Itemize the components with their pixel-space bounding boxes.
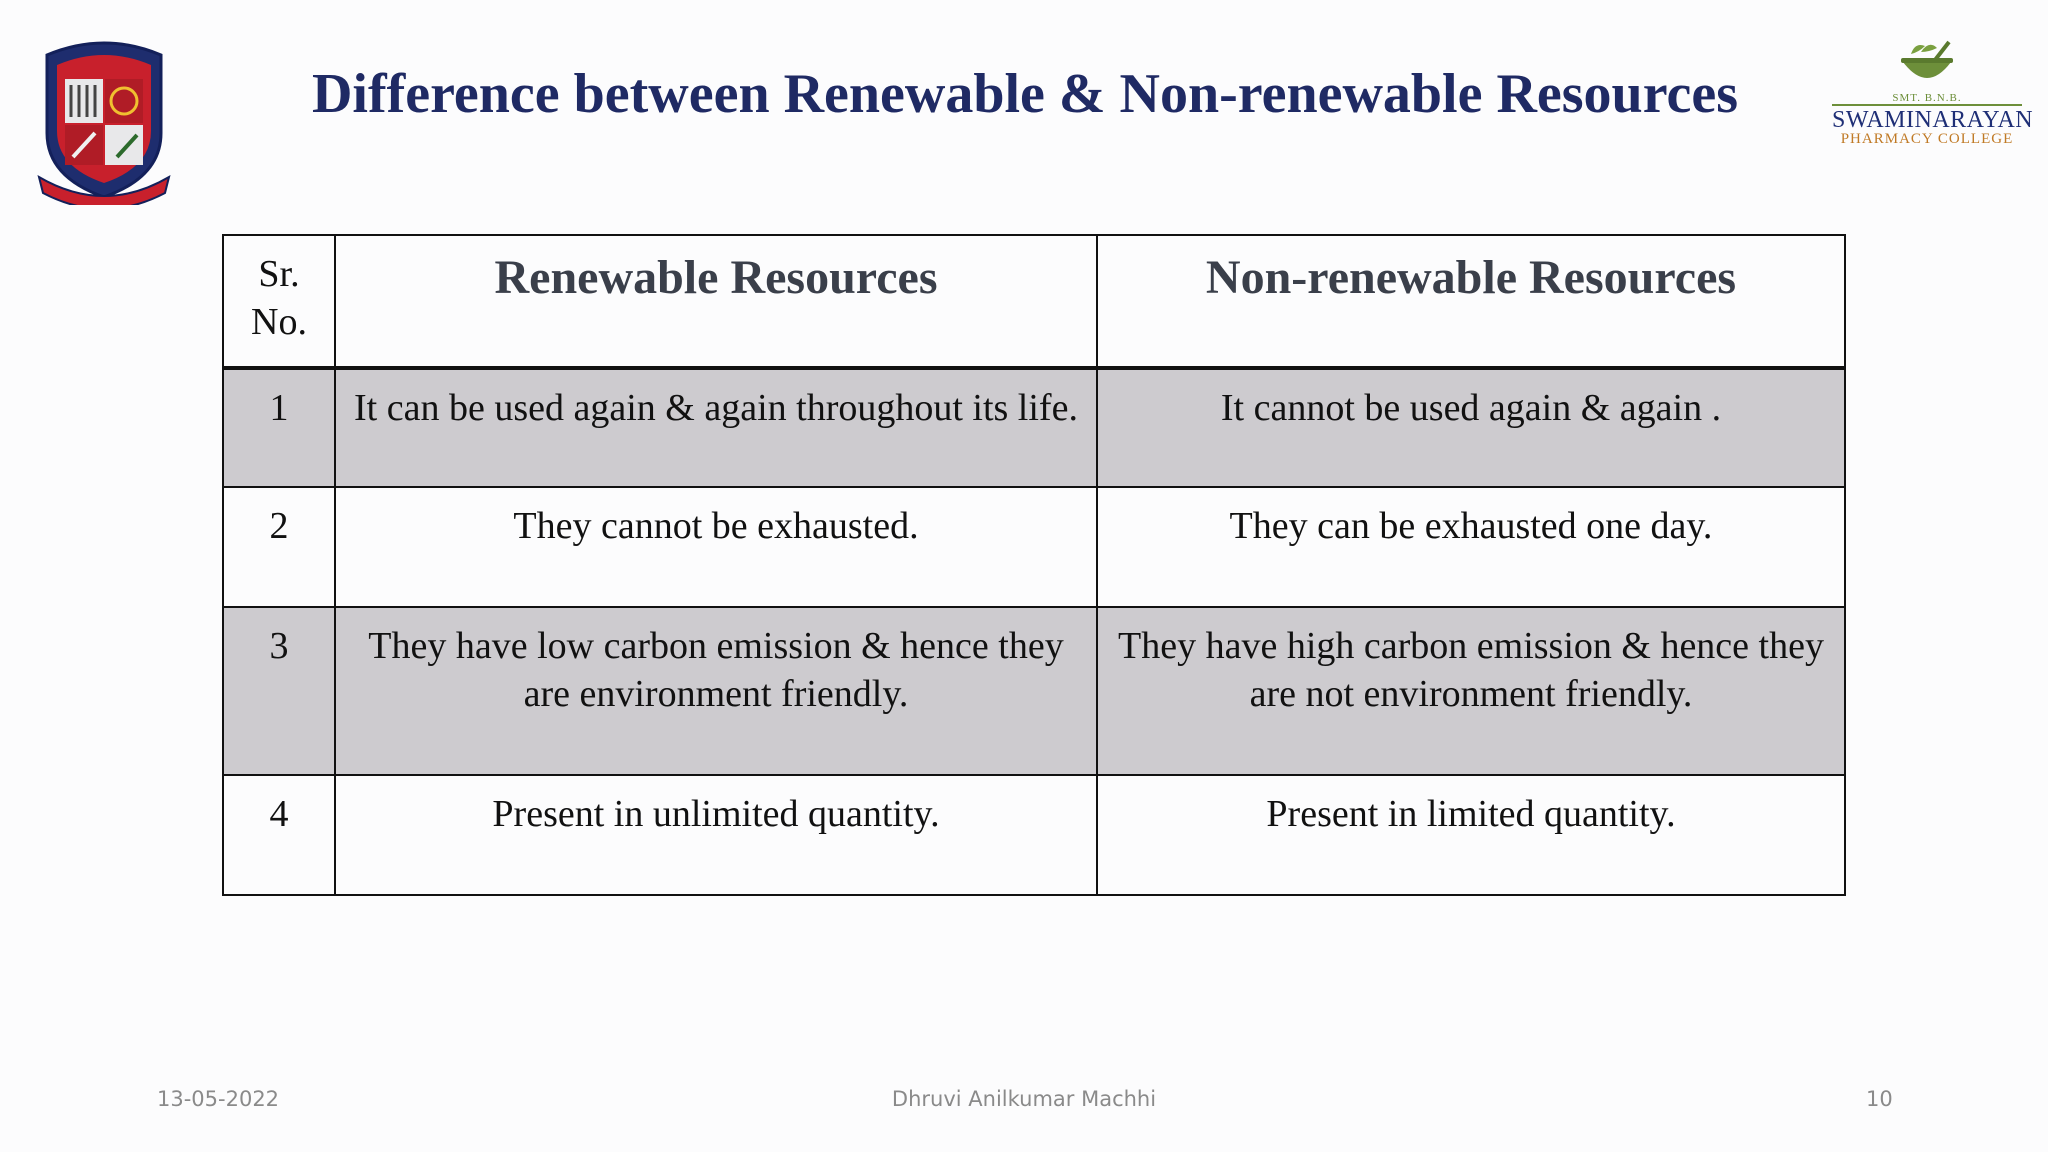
row-renewable: Present in unlimited quantity.	[335, 775, 1097, 895]
row-nonrenewable: It cannot be used again & again .	[1097, 368, 1845, 487]
crest-icon	[33, 37, 175, 205]
footer-date: 13-05-2022	[157, 1087, 280, 1111]
table-row	[223, 487, 1845, 607]
footer-author: Dhruvi Anilkumar Machhi	[891, 1087, 1157, 1111]
row-sr: 1	[223, 368, 335, 487]
row-nonrenewable: They can be exhausted one day.	[1097, 487, 1845, 607]
table-header-row	[223, 235, 1845, 368]
row-sr: 4	[223, 775, 335, 895]
header-renewable: Renewable Resources	[335, 235, 1097, 368]
header-sr-line1: Sr.	[258, 253, 300, 295]
row-sr: 2	[223, 487, 335, 607]
logo-name: SWAMINARAYAN	[1832, 104, 2022, 132]
pharmacy-college-logo	[1832, 38, 2034, 158]
table-row	[223, 775, 1845, 895]
logo-prefix: SMT. B.N.B.	[1892, 92, 1962, 104]
header-sr-line2: No.	[251, 301, 307, 343]
university-crest-logo	[33, 37, 175, 205]
comparison-table	[222, 234, 1846, 896]
row-renewable: They have low carbon emission & hence they are environment friendly.	[335, 607, 1097, 775]
row-nonrenewable: Present in limited quantity.	[1097, 775, 1845, 895]
row-sr: 3	[223, 607, 335, 775]
row-renewable: It can be used again & again throughout its life.	[335, 368, 1097, 487]
header-sr-no	[223, 235, 335, 368]
mortar-pestle-icon	[1895, 38, 1959, 90]
header-nonrenewable: Non-renewable Resources	[1097, 235, 1845, 368]
table-row	[223, 368, 1845, 487]
row-renewable: They cannot be exhausted.	[335, 487, 1097, 607]
table-row	[223, 607, 1845, 775]
row-nonrenewable: They have high carbon emission & hence they are not environment friendly.	[1097, 607, 1845, 775]
footer-page-number: 10	[1866, 1087, 1893, 1111]
logo-subtitle: PHARMACY COLLEGE	[1840, 131, 2014, 147]
slide-title: Difference between Renewable & Non-renewable Resources	[311, 63, 1739, 125]
